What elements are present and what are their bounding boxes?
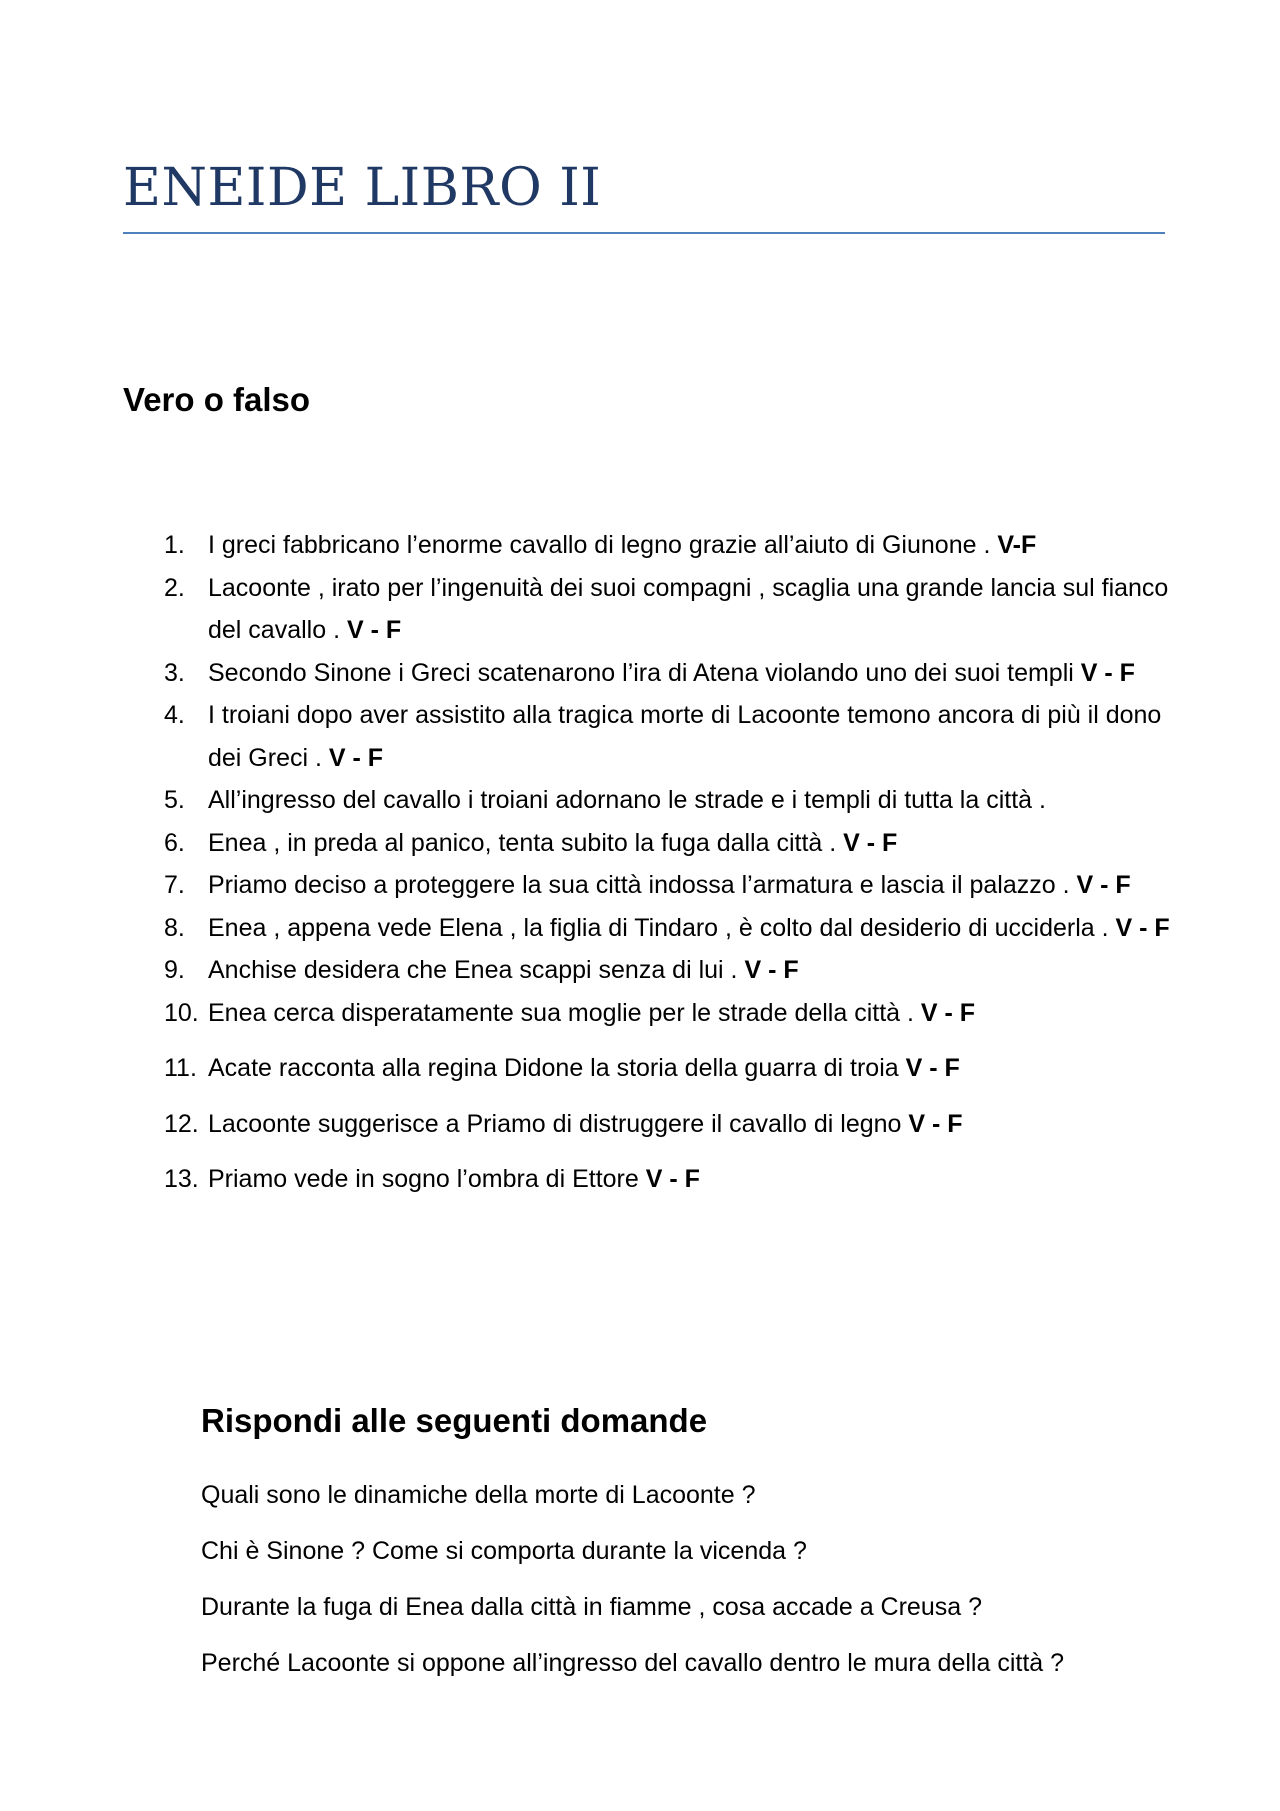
- true-false-marker: V - F: [908, 1109, 963, 1138]
- item-number: 10.: [164, 998, 199, 1027]
- question-item: Chi è Sinone ? Come si comporta durante la vicenda ?: [201, 1537, 807, 1565]
- list-item: [164, 992, 1174, 1035]
- item-number: 13.: [164, 1165, 199, 1193]
- item-number: 3.: [164, 658, 185, 687]
- item-number: 7.: [164, 871, 185, 899]
- questions-list: [201, 1467, 1181, 1691]
- list-item: [164, 822, 1174, 865]
- list-item: [164, 694, 1174, 779]
- item-text: All’ingresso del cavallo i troiani adornano le strade e i templi di tutta la città .: [208, 786, 1046, 814]
- true-false-marker: V - F: [1115, 913, 1170, 942]
- list-item: [164, 864, 1174, 907]
- document-title: ENEIDE LIBRO II: [123, 158, 602, 218]
- item-text: Lacoonte suggerisce a Priamo di distruggere il cavallo di legno: [208, 1109, 909, 1138]
- true-false-marker: V - F: [744, 956, 799, 984]
- true-false-marker: V - F: [843, 828, 898, 857]
- list-item: [164, 524, 1174, 567]
- true-false-heading: Vero o falso: [123, 381, 311, 418]
- title-underline: [123, 232, 1165, 234]
- item-number: 8.: [164, 913, 185, 942]
- item-number: 9.: [164, 956, 185, 984]
- item-number: 1.: [164, 531, 185, 559]
- item-text: Anchise desidera che Enea scappi senza di lui .: [208, 956, 745, 984]
- item-text: Secondo Sinone i Greci scatenarono l’ira di Atena violando uno dei suoi templi: [208, 658, 1081, 687]
- item-text: Acate racconta alla regina Didone la storia della guarra di troia: [208, 1054, 906, 1082]
- true-false-marker: V - F: [920, 998, 976, 1027]
- question-item: Durante la fuga di Enea dalla città in fiamme , cosa accade a Creusa ?: [201, 1593, 982, 1621]
- item-text: Lacoonte , irato per l’ingenuità dei suoi compagni , scaglia una grande lancia sul fianco del cavallo .: [208, 573, 1169, 644]
- item-text: Priamo vede in sogno l’ombra di Ettore: [208, 1165, 646, 1193]
- item-number: 11.: [164, 1054, 197, 1082]
- item-text: I troiani dopo aver assistito alla tragica morte di Lacoonte temono ancora di più il dono dei Greci .: [208, 701, 1162, 772]
- item-number: 6.: [164, 828, 185, 857]
- item-text: Enea cerca disperatamente sua moglie per le strade della città .: [208, 998, 921, 1027]
- item-number: 12.: [164, 1109, 199, 1138]
- true-false-marker: V - F: [1080, 658, 1135, 687]
- list-item: [164, 1047, 1174, 1090]
- true-false-marker: V-F: [997, 531, 1037, 559]
- item-text: Priamo deciso a proteggere la sua città indossa l’armatura e lascia il palazzo .: [208, 871, 1077, 899]
- item-text: Enea , appena vede Elena , la figlia di Tindaro , è colto dal desiderio di ucciderla .: [208, 913, 1116, 942]
- true-false-marker: V - F: [645, 1165, 700, 1193]
- list-item: [164, 949, 1174, 992]
- item-number: 5.: [164, 786, 185, 814]
- true-false-marker: V - F: [1076, 871, 1131, 899]
- list-item: [164, 1158, 1174, 1201]
- questions-heading: Rispondi alle seguenti domande: [201, 1402, 708, 1439]
- true-false-marker: V - F: [346, 616, 402, 644]
- list-item: [164, 1103, 1174, 1146]
- item-number: 2.: [164, 573, 185, 602]
- item-text: Enea , in preda al panico, tenta subito la fuga dalla città .: [208, 828, 844, 857]
- question-item: Quali sono le dinamiche della morte di Lacoonte ?: [201, 1481, 756, 1509]
- true-false-marker: V - F: [905, 1054, 960, 1082]
- question-item: Perché Lacoonte si oppone all’ingresso del cavallo dentro le mura della città ?: [201, 1649, 1065, 1677]
- list-item: [164, 652, 1174, 695]
- true-false-list: [164, 524, 1174, 1201]
- item-number: 4.: [164, 701, 185, 729]
- list-item: [164, 907, 1174, 950]
- true-false-marker: V - F: [328, 743, 384, 772]
- list-item: [164, 567, 1174, 652]
- list-item: [164, 779, 1174, 822]
- item-text: I greci fabbricano l’enorme cavallo di legno grazie all’aiuto di Giunone .: [208, 531, 998, 559]
